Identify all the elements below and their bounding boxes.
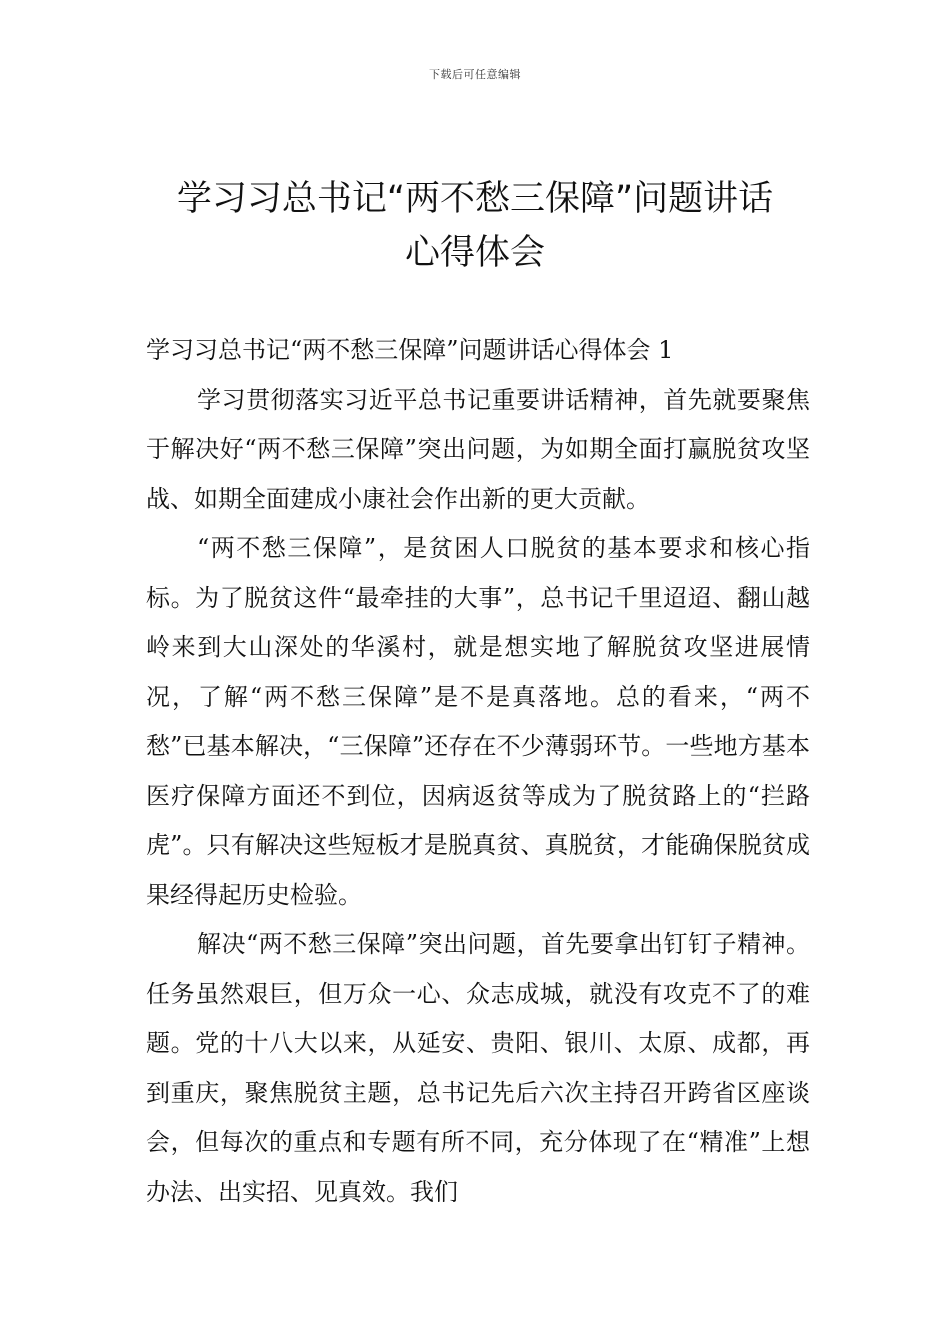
title-line-2: 心得体会 [404,233,545,273]
document-title [150,172,800,280]
title-line-1: 学习习总书记“两不愁三保障”问题讲话 [176,179,774,219]
section-heading: 学习习总书记“两不愁三保障”问题讲话心得体会 1 [146,336,674,364]
document-body [146,326,810,1217]
header-note: 下载后可任意编辑 [429,68,521,81]
paragraph-1: 学习贯彻落实习近平总书记重要讲话精神，首先就要聚焦于解决好“两不愁三保障”突出问题，为如期全面打赢脱贫攻坚战、如期全面建成小康社会作出新的更大贡献。 [146,385,810,513]
paragraph-3: 解决“两不愁三保障”突出问题，首先要拿出钉钉子精神。任务虽然艰巨，但万众一心、众志成城，就没有攻克不了的难题。党的十八大以来，从延安、贵阳、银川、太原、成都，再到重庆，聚焦脱贫主题，总书记先后六次主持召开跨省区座谈会，但每次的重点和专题有所不同，充分体现了在“精准”上想办法、出实招、见真效。我们 [146,930,810,1206]
paragraph-2: “两不愁三保障”，是贫困人口脱贫的基本要求和核心指标。为了脱贫这件“最牵挂的大事”，总书记千里迢迢、翻山越岭来到大山深处的华溪村，就是想实地了解脱贫攻坚进展情况，了解“两不愁三保障”是不是真落地。总的看来，“两不愁”已基本解决，“三保障”还存在不少薄弱环节。一些地方基本医疗保障方面还不到位，因病返贫等成为了脱贫路上的“拦路虎”。只有解决这些短板才是脱真贫、真脱贫，才能确保脱贫成果经得起历史检验。 [146,534,810,909]
